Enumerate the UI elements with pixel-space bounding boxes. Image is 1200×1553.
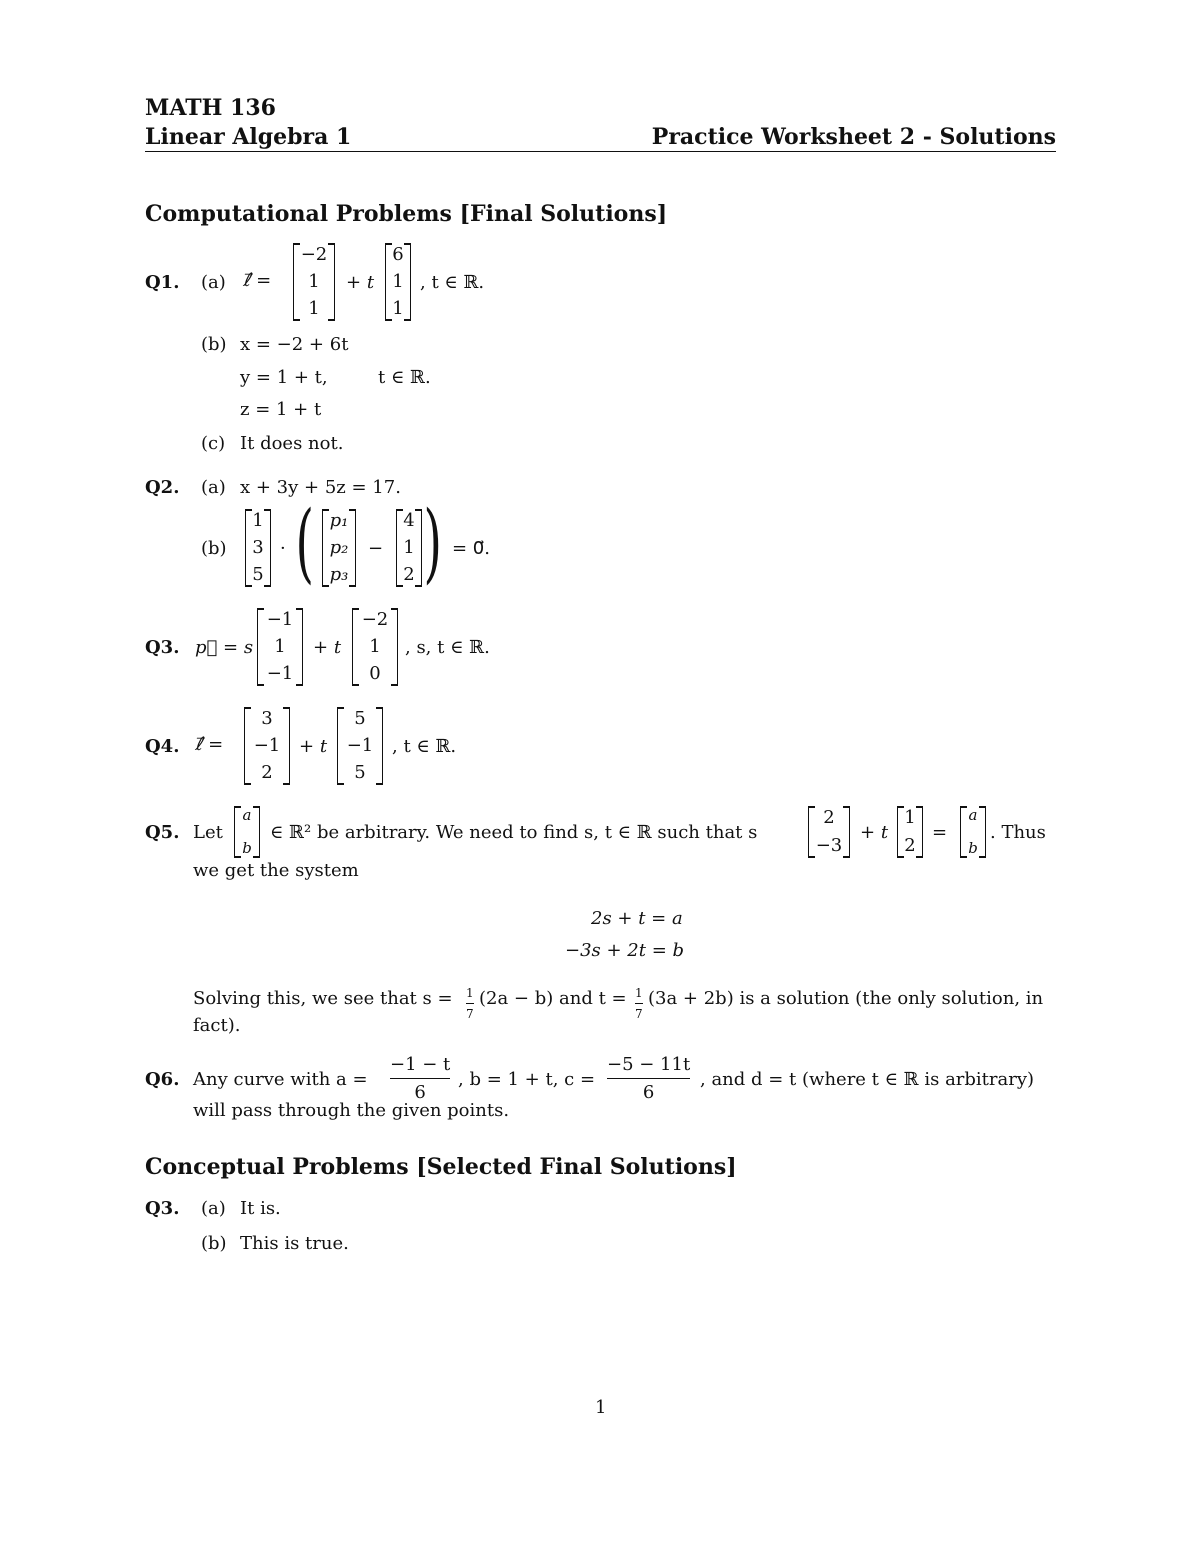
q1b-line3: z = 1 + t — [240, 399, 322, 420]
worksheet-title: Practice Worksheet 2 - Solutions — [651, 124, 1056, 150]
q1a-vector-1: −2 1 1 — [293, 243, 335, 321]
q5-solve-b: (2a − b) and t = — [479, 988, 627, 1009]
q5-solve-c: (3a + 2b) is a solution (the only solution, in — [648, 988, 1044, 1009]
q3-lhs: p⃗ = s — [195, 637, 254, 658]
q6-frac-c: −5 − 11t 6 — [607, 1054, 691, 1103]
q1b-line1: x = −2 + 6t — [240, 334, 349, 355]
q2b-minus: − — [368, 538, 384, 559]
q2a-label: (a) — [201, 477, 226, 498]
q4-tail: , t ∈ ℝ. — [392, 736, 457, 757]
q6-line2: will pass through the given points. — [193, 1100, 510, 1121]
section-conceptual: Conceptual Problems [Selected Final Solutions] — [145, 1154, 737, 1180]
q2b-label: (b) — [201, 538, 227, 559]
q2b-dot: · — [280, 538, 286, 559]
q1c-label: (c) — [201, 433, 226, 454]
q6-label: Q6. — [145, 1069, 180, 1090]
cq3a-text: It is. — [240, 1198, 281, 1219]
q3-label: Q3. — [145, 637, 180, 658]
q2b-left-paren: ( — [295, 493, 315, 593]
q5-label: Q5. — [145, 822, 180, 843]
q6-text-a: Any curve with a = — [193, 1069, 368, 1090]
cq3-label: Q3. — [145, 1198, 180, 1219]
q5-thus: . Thus — [990, 822, 1046, 843]
q2b-point-vector: 4 1 2 — [396, 509, 422, 587]
q2b-right-paren: ) — [423, 493, 443, 593]
section-computational: Computational Problems [Final Solutions] — [145, 201, 668, 227]
q3-vector-2: −2 1 0 — [352, 608, 398, 686]
q5-eq2: −3s + 2t = b — [565, 940, 685, 961]
q3-plus-t: + t — [313, 637, 342, 658]
q5-let: Let — [193, 822, 223, 843]
q5-frac-2: 1 7 — [635, 986, 643, 1021]
q1c-text: It does not. — [240, 433, 344, 454]
q1a-plus-t: + t — [346, 272, 375, 293]
q5-eq1: 2s + t = a — [591, 908, 683, 929]
q1b-line2: y = 1 + t, — [240, 367, 328, 388]
q5-vector-ab: a b — [234, 806, 260, 858]
q2b-p-vector: p₁ p₂ p₃ — [322, 509, 356, 587]
cq3b-text: This is true. — [240, 1233, 349, 1254]
q5-vector-s: 2 −3 — [808, 806, 850, 858]
q4-lhs: ℓ⃗ = — [195, 734, 224, 755]
q4-plus-t: + t — [299, 736, 328, 757]
q5-vector-ab-rhs: a b — [960, 806, 986, 858]
q4-label: Q4. — [145, 736, 180, 757]
q6-text-c: , and d = t (where t ∈ ℝ is arbitrary) — [700, 1069, 1035, 1090]
q5-solve-d: fact). — [193, 1015, 241, 1036]
q3-tail: , s, t ∈ ℝ. — [405, 637, 490, 658]
q4-vector-2: 5 −1 5 — [337, 707, 383, 785]
q1a-tail: , t ∈ ℝ. — [420, 272, 485, 293]
q5-solve-a: Solving this, we see that s = — [193, 988, 453, 1009]
q1b-label: (b) — [201, 334, 227, 355]
cq3a-label: (a) — [201, 1198, 226, 1219]
q1a-lhs: ℓ⃗ = — [243, 270, 272, 291]
q6-text-b: , b = 1 + t, c = — [458, 1069, 596, 1090]
q5-vector-t: 1 2 — [897, 806, 923, 858]
q1a-label: (a) — [201, 272, 226, 293]
q5-line2: we get the system — [193, 860, 359, 881]
page-number: 1 — [595, 1397, 607, 1418]
q2-label: Q2. — [145, 477, 180, 498]
q5-plus-t: + t — [860, 822, 889, 843]
cq3b-label: (b) — [201, 1233, 227, 1254]
q5-frac-1: 1 7 — [466, 986, 474, 1021]
q4-vector-1: 3 −1 2 — [244, 707, 290, 785]
q5-equals: = — [932, 822, 948, 843]
q1a-vector-2: 6 1 1 — [385, 243, 411, 321]
q1-label: Q1. — [145, 272, 180, 293]
header-rule — [145, 151, 1056, 152]
q1b-param: t ∈ ℝ. — [378, 367, 431, 388]
q2a-text: x + 3y + 5z = 17. — [240, 477, 401, 498]
q3-vector-1: −1 1 −1 — [257, 608, 303, 686]
q6-frac-a: −1 − t 6 — [390, 1054, 451, 1103]
course-name: Linear Algebra 1 — [145, 124, 352, 150]
q5-mid-text: ∈ ℝ² be arbitrary. We need to find s, t ∈ ℝ such that s — [270, 822, 758, 843]
course-code: MATH 136 — [145, 95, 276, 121]
q2b-tail: = 0⃗. — [452, 538, 490, 559]
q2b-normal-vector: 1 3 5 — [245, 509, 271, 587]
